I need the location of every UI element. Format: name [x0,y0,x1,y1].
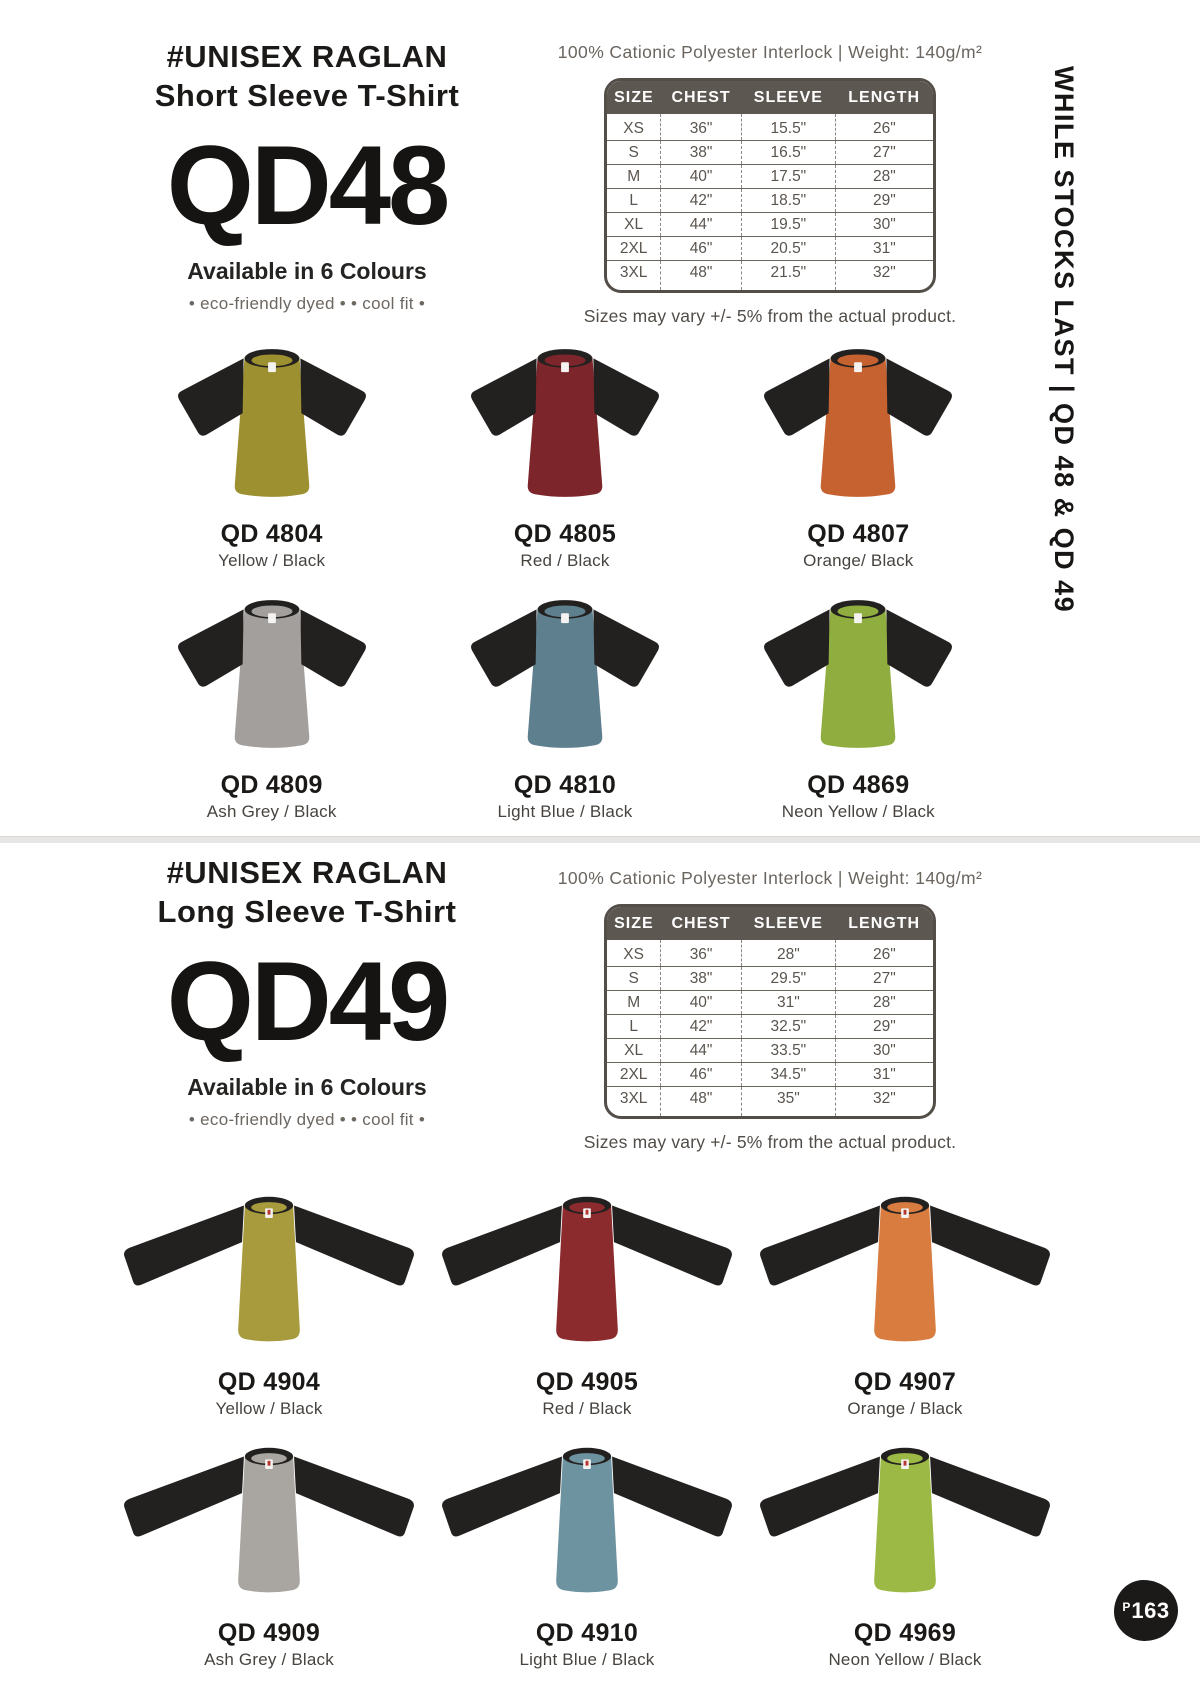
size-cell: L [607,1015,661,1039]
size-cell: 32" [835,1087,933,1117]
size-cell: L [607,189,661,213]
size-cell: M [607,991,661,1015]
size-cell: 36" [661,114,742,141]
product-colorway: Ash Grey / Black [206,802,337,821]
shirt-image-slot [446,330,684,516]
size-cell: 48" [661,1087,742,1117]
product-code: QD 4969 [853,1619,957,1647]
product-code: QD 4907 [853,1368,957,1396]
size-cell: 42" [661,1015,742,1039]
raglan-short-sleeve-shirt-graphic [153,581,391,767]
size-cell: 16.5" [741,141,835,165]
product-code: QD 4810 [513,771,617,799]
product-code: QD 4904 [217,1368,321,1396]
size-cell: 20.5" [741,237,835,261]
qd48-size-note: Sizes may vary +/- 5% from the actual product. [583,306,957,326]
product-colorway: Light Blue / Black [519,1650,655,1669]
size-cell: XL [607,1039,661,1063]
qd48-subtitle: Short Sleeve T-Shirt [154,77,460,113]
size-cell: 38" [661,967,742,991]
product-code: QD 4909 [217,1619,321,1647]
qd49-availability: Available in 6 Colours [187,1073,427,1100]
product-code: QD 4804 [220,520,323,548]
product-card [110,1429,428,1670]
raglan-long-sleeve-shirt-graphic [110,1178,428,1364]
product-code: QD 4809 [220,771,323,799]
raglan-short-sleeve-shirt-graphic [153,330,391,516]
qd49-hashtag-title: #UNISEX RAGLAN [166,855,448,890]
collar-tag [268,613,276,623]
raglan-long-sleeve-shirt-graphic [746,1178,1064,1364]
raglan-long-sleeve-shirt-graphic [428,1178,746,1364]
size-column-header: SLEEVE [741,907,835,940]
page-badge-number: 163 [1131,1597,1170,1623]
size-cell: 32" [835,261,933,291]
size-cell: XS [623,120,644,137]
raglan-short-sleeve-shirt-graphic [739,330,977,516]
product-code: QD 4807 [807,520,910,548]
size-cell: 38" [661,141,742,165]
qd48-size-table [604,78,936,293]
qd48-eco-line: • eco-friendly dyed • • cool fit • [188,293,426,313]
page-badge-prefix: P [1122,1599,1131,1614]
size-row [607,991,933,1015]
collar-tag-stripe [904,1210,907,1215]
size-cell: 17.5" [741,165,835,189]
collar-tag-stripe [586,1210,589,1215]
size-table-header-row [607,81,933,114]
raglan-long-sleeve-shirt-graphic [110,1429,428,1615]
product-colorway: Light Blue / Black [497,802,633,821]
shirt-image-slot [153,330,391,516]
size-cell: 3XL [607,1087,661,1117]
product-card [428,1429,746,1670]
collar-tag-stripe [268,1461,271,1466]
product-card [418,330,711,571]
product-card [418,581,711,822]
size-cell: 31" [835,237,933,261]
size-table-header-row [607,907,933,940]
qd48-spec-line: 100% Cationic Polyester Interlock | Weight: 140g/m² [557,42,983,62]
product-colorway: Neon Yellow / Black [828,1650,982,1669]
size-cell: 40" [661,165,742,189]
size-column-header: CHEST [661,81,742,114]
size-row [607,237,933,261]
shirt-image-slot [746,1429,1064,1615]
product-card [746,1178,1064,1419]
shirt-image-slot [110,1178,428,1364]
qd49-intro [112,854,502,1130]
collar-tag [854,613,862,623]
size-row [607,1039,933,1063]
size-row [607,967,933,991]
shirt-image-slot [428,1178,746,1364]
product-colorway: Red / Black [520,551,610,570]
size-cell: 40" [661,991,742,1015]
size-cell: 33.5" [741,1039,835,1063]
size-cell: 30" [835,213,933,237]
product-card [746,1429,1064,1670]
collar-tag [268,362,276,372]
product-colorway: Orange / Black [847,1399,963,1418]
page-number-badge [1114,1580,1178,1641]
size-cell: 21.5" [741,261,835,291]
size-cell: XL [607,213,661,237]
size-cell: 29.5" [741,967,835,991]
size-row [607,165,933,189]
size-row [607,189,933,213]
size-cell: 48" [661,261,742,291]
size-column-header: SLEEVE [741,81,835,114]
qd49-subtitle: Long Sleeve T-Shirt [157,893,457,929]
size-cell: 28" [741,940,835,967]
size-row [607,261,933,291]
collar-tag [561,362,569,372]
raglan-short-sleeve-shirt-graphic [446,330,684,516]
collar-tag-stripe [268,1210,271,1215]
size-cell: 46" [661,1063,742,1087]
shirt-image-slot [739,330,977,516]
raglan-long-sleeve-shirt-graphic [746,1429,1064,1615]
size-cell: 28" [835,165,933,189]
size-cell: 18.5" [741,189,835,213]
qd48-intro [112,38,502,314]
size-cell: 3XL [607,261,661,291]
qd49-eco-line: • eco-friendly dyed • • cool fit • [188,1109,426,1129]
raglan-short-sleeve-shirt-graphic [446,581,684,767]
product-card [110,1178,428,1419]
shirt-image-slot [746,1178,1064,1364]
raglan-long-sleeve-shirt-graphic [428,1429,746,1615]
size-cell: 32.5" [741,1015,835,1039]
size-cell: 2XL [607,1063,661,1087]
size-cell: 26" [835,114,933,141]
size-cell: S [607,967,661,991]
collar-tag [561,613,569,623]
product-card [712,330,1005,571]
product-card [712,581,1005,822]
shirt-image-slot [446,581,684,767]
product-colorway: Orange/ Black [803,551,914,570]
size-row [607,114,933,141]
size-row [607,213,933,237]
product-code: QD 4910 [535,1619,639,1647]
qd49-spec-line: 100% Cationic Polyester Interlock | Weight: 140g/m² [557,868,983,888]
qd49-spec [535,868,1005,1153]
product-colorway: Yellow / Black [218,551,326,570]
size-column-header: LENGTH [835,81,933,114]
product-card [125,581,418,822]
size-cell: 2XL [607,237,661,261]
collar-tag-stripe [586,1461,589,1466]
collar-tag-stripe [904,1461,907,1466]
size-cell: 36" [661,940,742,967]
size-cell: 44" [661,213,742,237]
collar-tag [854,362,862,372]
product-code: QD 4869 [807,771,910,799]
section-divider [0,836,1200,843]
size-cell: S [607,141,661,165]
size-cell: 27" [835,967,933,991]
shirt-image-slot [739,581,977,767]
size-cell: 28" [835,991,933,1015]
product-code: QD 4905 [535,1368,639,1396]
size-cell: 35" [741,1087,835,1117]
size-cell: 31" [835,1063,933,1087]
size-cell: 44" [661,1039,742,1063]
size-cell: 29" [835,189,933,213]
qd48-products-grid [125,330,1005,822]
qd48-hashtag-title: #UNISEX RAGLAN [166,39,448,74]
qd48-spec [535,42,1005,327]
size-cell: 27" [835,141,933,165]
qd49-products-grid [110,1178,1060,1670]
size-cell: 26" [835,940,933,967]
size-cell: 15.5" [741,114,835,141]
size-cell: 19.5" [741,213,835,237]
size-cell: 30" [835,1039,933,1063]
size-cell: 34.5" [741,1063,835,1087]
size-row [607,1063,933,1087]
size-column-header: SIZE [607,81,661,114]
shirt-image-slot [428,1429,746,1615]
product-colorway: Neon Yellow / Black [781,802,935,821]
shirt-image-slot [110,1429,428,1615]
size-row [607,940,933,967]
product-colorway: Yellow / Black [215,1399,323,1418]
product-card [125,330,418,571]
size-cell: 31" [741,991,835,1015]
qd49-size-table [604,904,936,1119]
size-cell: 29" [835,1015,933,1039]
side-banner-while-stocks-last: WHILE STOCKS LAST | QD 48 & QD 49 [1049,66,1079,614]
size-row [607,1015,933,1039]
product-card [428,1178,746,1419]
size-column-header: SIZE [607,907,661,940]
size-cell: 42" [661,189,742,213]
qd48-model-code: QD48 [166,122,448,248]
qd48-availability: Available in 6 Colours [187,257,427,284]
product-colorway: Ash Grey / Black [204,1650,334,1669]
size-row [607,1087,933,1117]
shirt-image-slot [153,581,391,767]
size-cell: 46" [661,237,742,261]
raglan-short-sleeve-shirt-graphic [739,581,977,767]
qd49-size-note: Sizes may vary +/- 5% from the actual product. [583,1132,957,1152]
size-column-header: LENGTH [835,907,933,940]
product-code: QD 4805 [513,520,617,548]
size-column-header: CHEST [661,907,742,940]
size-cell: XS [623,946,644,963]
product-colorway: Red / Black [542,1399,632,1418]
qd49-model-code: QD49 [166,938,448,1064]
size-row [607,141,933,165]
size-cell: M [607,165,661,189]
